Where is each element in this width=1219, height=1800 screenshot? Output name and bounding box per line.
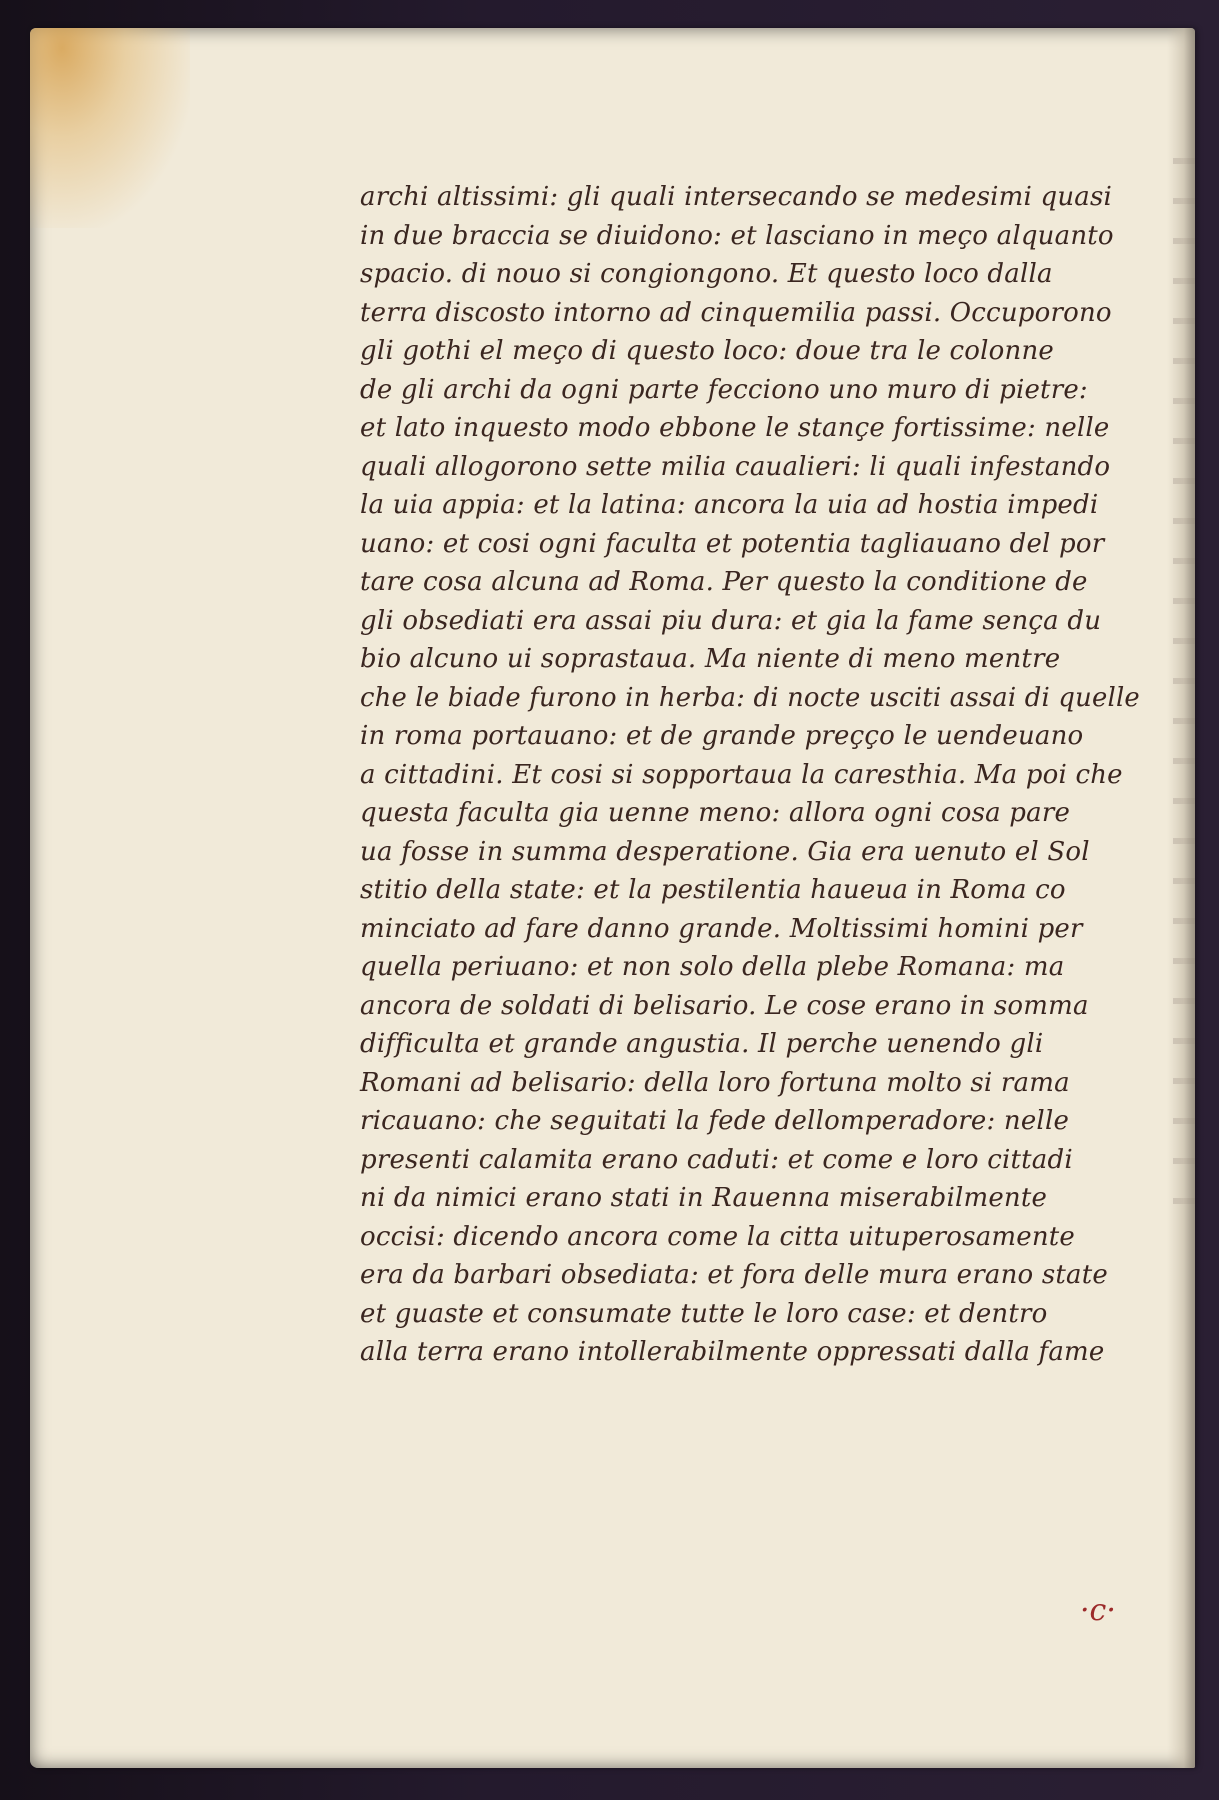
text-line: questa faculta gia uenne meno: allora ogni cosa pare xyxy=(360,798,1071,828)
text-line: occisi: dicendo ancora come la citta uituperosamente xyxy=(360,1221,1076,1252)
quire-signature: ·c· xyxy=(1080,1593,1116,1628)
text-line: minciato ad fare danno grande. Moltissimi homini per xyxy=(360,913,1083,944)
text-line: gli gothi el meço di questo loco: doue tra le colonne xyxy=(360,336,1054,366)
text-line: Romani ad belisario: della loro fortuna molto si rama xyxy=(360,1067,1070,1098)
text-line: in roma portauano: et de grande preçço le uendeuano xyxy=(360,721,1084,751)
manuscript-page xyxy=(30,28,1195,1768)
text-block xyxy=(360,178,1140,1372)
text-line: stitio della state: et la pestilentia haueua in Roma co xyxy=(360,875,1066,905)
text-line: ricauano: che seguitati la fede dellomperadore: nelle xyxy=(360,1106,1070,1136)
text-line: ua fosse in summa desperatione. Gia era uenuto el Sol xyxy=(360,836,1090,867)
text-line: che le biade furono in herba: di nocte usciti assai di quelle xyxy=(360,682,1140,713)
text-line: in due braccia se diuidono: et lasciano in meço alquanto xyxy=(360,220,1114,251)
text-line: ni da nimici erano stati in Rauenna miserabilmente xyxy=(360,1183,1048,1213)
text-line: tare cosa alcuna ad Roma. Per questo la conditione de xyxy=(360,567,1088,597)
page-edge-shadow xyxy=(1167,28,1195,1768)
text-line: ancora de soldati di belisario. Le cose erano in somma xyxy=(360,990,1089,1021)
text-line: archi altissimi: gli quali intersecando se medesimi quasi xyxy=(360,182,1113,212)
text-line: presenti calamita erano caduti: et come e loro cittadi xyxy=(360,1144,1073,1175)
text-line: quali allogorono sette milia caualieri: li quali infestando xyxy=(360,451,1111,482)
text-line: quella periuano: et non solo della plebe Romana: ma xyxy=(360,952,1065,982)
text-line: la uia appia: et la latina: ancora la uia ad hostia impedi xyxy=(360,490,1099,520)
text-line: terra discosto intorno ad cinquemilia passi. Occuporono xyxy=(360,297,1112,328)
text-line: difficulta et grande angustia. Il perche uenendo gli xyxy=(360,1029,1044,1059)
text-line: bio alcuno ui soprastaua. Ma niente di meno mentre xyxy=(360,644,1061,674)
text-line: uano: et cosi ogni faculta et potentia tagliauano del por xyxy=(360,528,1105,559)
text-line: et lato inquesto modo ebbone le stançe fortissime: nelle xyxy=(360,413,1110,443)
text-line: de gli archi da ogni parte fecciono uno muro di pietre: xyxy=(360,374,1088,405)
text-line: alla terra erano intollerabilmente oppressati dalla fame xyxy=(360,1337,1105,1367)
text-line: era da barbari obsediata: et fora delle mura erano state xyxy=(360,1260,1108,1290)
text-line: gli obsediati era assai piu dura: et gia la fame sença du xyxy=(360,605,1102,636)
text-line: spacio. di nouo si congiongono. Et questo loco dalla xyxy=(360,259,1053,289)
text-line: et guaste et consumate tutte le loro case: et dentro xyxy=(360,1298,1048,1329)
water-stain xyxy=(30,28,190,228)
text-line: a cittadini. Et cosi si sopportaua la caresthia. Ma poi che xyxy=(360,759,1123,790)
